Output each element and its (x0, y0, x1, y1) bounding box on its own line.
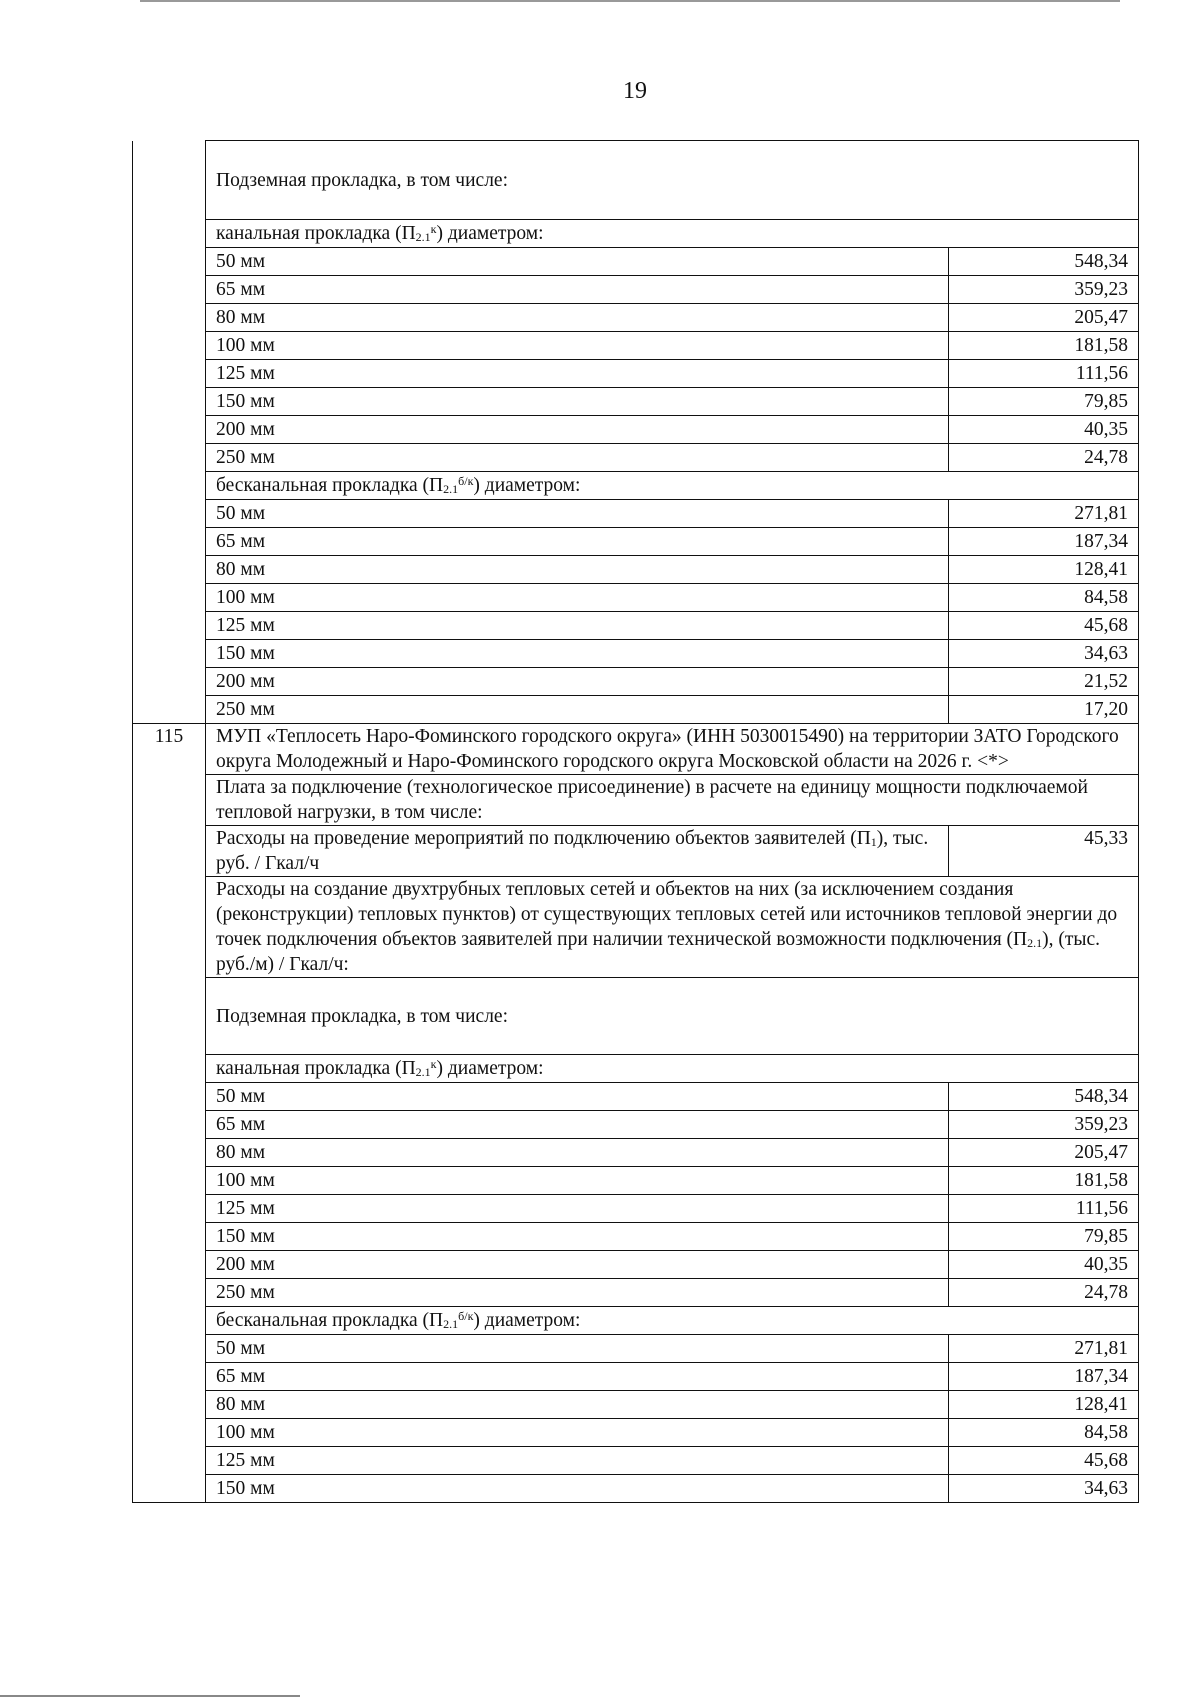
table-row (133, 416, 1139, 444)
table-row (133, 248, 1139, 276)
diameter-cell: 200 мм (206, 1251, 949, 1279)
diameter-cell: 150 мм (206, 388, 949, 416)
table-row (133, 584, 1139, 612)
value-cell: 548,34 (948, 248, 1138, 276)
table-row (133, 472, 1139, 500)
value-cell: 17,20 (948, 696, 1138, 724)
underground-heading: Подземная прокладка, в том числе: (206, 978, 1139, 1055)
value-cell: 40,35 (948, 416, 1138, 444)
value-cell: 21,52 (948, 668, 1138, 696)
diameter-cell: 250 мм (206, 1279, 949, 1307)
table-row (133, 1363, 1139, 1391)
value-cell: 84,58 (948, 1419, 1138, 1447)
value-cell: 45,68 (948, 612, 1138, 640)
table-row (133, 528, 1139, 556)
diameter-cell: 50 мм (206, 1083, 949, 1111)
table-row (133, 1475, 1139, 1503)
table-row (133, 1167, 1139, 1195)
value-cell: 34,63 (948, 640, 1138, 668)
diameter-cell: 100 мм (206, 1167, 949, 1195)
value-cell: 79,85 (948, 1223, 1138, 1251)
diameter-cell: 65 мм (206, 276, 949, 304)
diameter-cell: 50 мм (206, 248, 949, 276)
table-row (133, 668, 1139, 696)
diameter-cell: 80 мм (206, 1139, 949, 1167)
value-cell: 79,85 (948, 388, 1138, 416)
table-row (133, 1391, 1139, 1419)
table-row (133, 360, 1139, 388)
diameter-cell: 150 мм (206, 640, 949, 668)
diameter-cell: 80 мм (206, 1391, 949, 1419)
table-row (133, 612, 1139, 640)
diameter-cell: 250 мм (206, 696, 949, 724)
table-row (133, 696, 1139, 724)
table-row (133, 1055, 1139, 1083)
value-cell: 271,81 (948, 500, 1138, 528)
channelless-laying-label: бесканальная прокладка $(П_{2.1}^{б/к})$ диаметром: (206, 472, 1139, 500)
value-cell: 205,47 (948, 304, 1138, 332)
diameter-cell: 65 мм (206, 1111, 949, 1139)
value-cell: 111,56 (948, 360, 1138, 388)
table-row (133, 332, 1139, 360)
entry-number: 115 (133, 724, 206, 1503)
diameter-cell: 80 мм (206, 304, 949, 332)
tariff-table (132, 140, 1139, 1503)
value-cell: 111,56 (948, 1195, 1138, 1223)
diameter-cell: 200 мм (206, 668, 949, 696)
diameter-cell: 125 мм (206, 1447, 949, 1475)
table-row (133, 220, 1139, 248)
bottom-edge-line (0, 1695, 300, 1697)
value-cell: 359,23 (948, 1111, 1138, 1139)
table-row (133, 1307, 1139, 1335)
table-row (133, 304, 1139, 332)
channel-laying-label: канальная прокладка $(П_{2.1}^к)$ диаметром: (206, 1055, 1139, 1083)
table-row (133, 1223, 1139, 1251)
value-cell: 187,34 (948, 528, 1138, 556)
table-row (133, 1083, 1139, 1111)
value-cell: 205,47 (948, 1139, 1138, 1167)
diameter-cell: 125 мм (206, 1195, 949, 1223)
table-row (133, 1279, 1139, 1307)
table-row (133, 1195, 1139, 1223)
value-cell: 40,35 (948, 1251, 1138, 1279)
table-row (133, 500, 1139, 528)
diameter-cell: 150 мм (206, 1475, 949, 1503)
diameter-cell: 65 мм (206, 528, 949, 556)
value-cell: 34,63 (948, 1475, 1138, 1503)
value-cell: 181,58 (948, 332, 1138, 360)
diameter-cell: 125 мм (206, 612, 949, 640)
table-row (133, 724, 1139, 775)
table-row (133, 388, 1139, 416)
table-row (133, 276, 1139, 304)
table-row (133, 444, 1139, 472)
diameter-cell: 50 мм (206, 1335, 949, 1363)
diameter-cell: 80 мм (206, 556, 949, 584)
value-cell: 84,58 (948, 584, 1138, 612)
diameter-cell: 100 мм (206, 332, 949, 360)
organization-title: МУП «Теплосеть Наро-Фоминского городского округа» (ИНН 5030015490) на территории ЗАТО Городского округа Молодежный и Наро-Фоминского городского округа Московской области на 2026 г. <*> (206, 724, 1139, 775)
page-number: 19 (623, 78, 647, 104)
channelless-laying-label: бесканальная прокладка $(П_{2.1}^{б/к})$ диаметром: (206, 1307, 1139, 1335)
value-cell: 24,78 (948, 1279, 1138, 1307)
p1-value: 45,33 (948, 826, 1138, 877)
table-row (133, 1335, 1139, 1363)
value-cell: 187,34 (948, 1363, 1138, 1391)
value-cell: 359,23 (948, 276, 1138, 304)
table-row (133, 978, 1139, 1055)
diameter-cell: 125 мм (206, 360, 949, 388)
diameter-cell: 150 мм (206, 1223, 949, 1251)
table-row (133, 1419, 1139, 1447)
diameter-cell: 65 мм (206, 1363, 949, 1391)
underground-heading: Подземная прокладка, в том числе: (206, 141, 1139, 220)
table-row (133, 556, 1139, 584)
value-cell: 128,41 (948, 556, 1138, 584)
table-row (133, 1447, 1139, 1475)
value-cell: 128,41 (948, 1391, 1138, 1419)
value-cell: 24,78 (948, 444, 1138, 472)
diameter-cell: 200 мм (206, 416, 949, 444)
table-row (133, 1251, 1139, 1279)
p1-label: Расходы на проведение мероприятий по подключению объектов заявителей $(П_1)$, тыс. руб. / Гкал/ч (206, 826, 949, 877)
connection-fee-label: Плата за подключение (технологическое присоединение) в расчете на единицу мощности подключаемой тепловой нагрузки, в том числе: (206, 775, 1139, 826)
table-row (133, 1139, 1139, 1167)
table-row (133, 877, 1139, 978)
value-cell: 45,68 (948, 1447, 1138, 1475)
top-edge-line (140, 0, 1120, 2)
value-cell: 271,81 (948, 1335, 1138, 1363)
p21-label: Расходы на создание двухтрубных тепловых сетей и объектов на них (за исключением создания (реконструкции) тепловых пунктов) от существующих тепловых сетей или источников тепловой энергии до точек подключения объектов заявителей при наличии технической возможности подключения $(П_{2.1})$, (тыс. руб./м) / Гкал/ч: (206, 877, 1139, 978)
channel-laying-label: канальная прокладка $(П_{2.1}^к)$ диаметром: (206, 220, 1139, 248)
diameter-cell: 100 мм (206, 584, 949, 612)
diameter-cell: 50 мм (206, 500, 949, 528)
diameter-cell: 100 мм (206, 1419, 949, 1447)
table-row (133, 826, 1139, 877)
table-row (133, 640, 1139, 668)
table-row (133, 1111, 1139, 1139)
diameter-cell: 250 мм (206, 444, 949, 472)
value-cell: 181,58 (948, 1167, 1138, 1195)
value-cell: 548,34 (948, 1083, 1138, 1111)
table-row (133, 141, 1139, 220)
table-row (133, 775, 1139, 826)
number-cell-empty (133, 141, 206, 220)
